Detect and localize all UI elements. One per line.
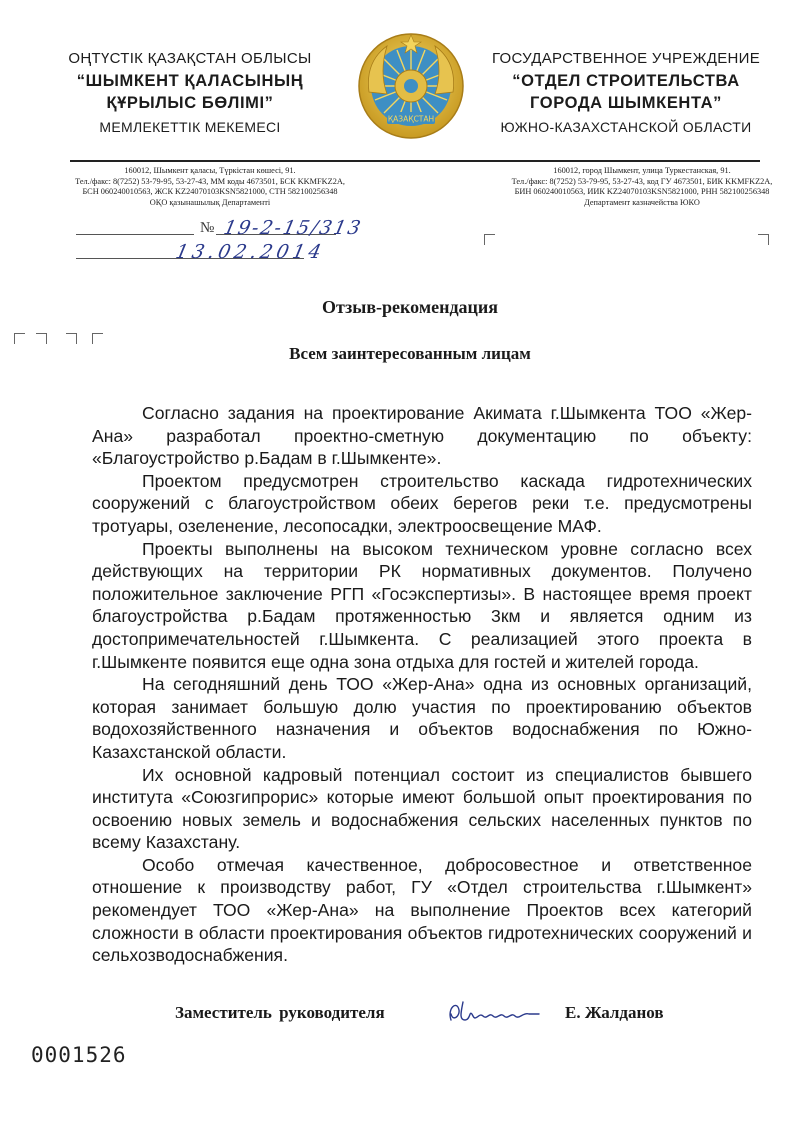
body-paragraph: Их основной кадровый потенциал состоит из специалистов бывшего института «Союзгипрорис» которые имеют большой опыт проектирования по освоению новых земель и водоснабжения сельских населенных пунктов по всему Казахстану.	[92, 764, 752, 853]
address-left-line: БСН 060240010563, ЖСК KZ24070103KSN5821000, СТН 582100256348	[82, 187, 338, 196]
registration-line-blank	[76, 234, 194, 235]
header-right-org-line1: “ОТДЕЛ СТРОИТЕЛЬСТВА	[512, 72, 740, 90]
address-left-line: 160012, Шымкент қаласы, Түркістан көшесі, 91.	[124, 166, 296, 175]
header-left-org-line2: ҚҰРЫЛЫС БӨЛІМІ”	[106, 94, 274, 112]
header-right-org-line2: ГОРОДА ШЫМКЕНТА”	[530, 94, 722, 112]
address-right-line: Департамент казначейства ЮКО	[584, 197, 700, 207]
emblem-label: ҚАЗАҚСТАН	[387, 114, 435, 124]
address-left	[60, 166, 360, 208]
document-body	[92, 402, 752, 967]
registration-number: 19-2-15/313	[221, 217, 365, 239]
address-corner-mark	[92, 333, 103, 344]
signatory-name: Е. Жалданов	[565, 1003, 664, 1022]
header-right-type: ГОСУДАРСТВЕННОЕ УЧРЕЖДЕНИЕ	[491, 50, 761, 67]
body-paragraph: Проекты выполнены на высоком техническом уровне согласно всех действующих на территории РК нормативных документов. Получено положительное заключение РГП «Госэкспертизы». В настоящее время проект благоустройства р.Бадам протяженностью 3км и является одним из достопримечательностей г.Шымкента. С реализацией этого проекта в г.Шымкенте появится еще одна зона отдыха для гостей и жителей города.	[92, 538, 752, 672]
header-left-type: МЕМЛЕКЕТТІК МЕКЕМЕСІ	[99, 119, 281, 135]
header-right-block	[476, 48, 776, 138]
address-right	[492, 166, 792, 208]
body-paragraph: Согласно задания на проектирование Акимата г.Шымкента ТОО «Жер-Ана» разработал проектно-сметную документацию по объекту: «Благоустройство р.Бадам в г.Шымкенте».	[92, 403, 752, 469]
document-subtitle: Всем заинтересованным лицам	[289, 344, 531, 363]
registration-date: 13.02.2014	[173, 241, 328, 263]
header-left-block	[40, 48, 340, 138]
address-left-line: Тел./факс: 8(7252) 53-79-95, 53-27-43, ММ коды 4673501, БСК KKMFKZ2A,	[75, 176, 345, 186]
address-right-line: 160012, город Шымкент, улица Туркестанская, 91.	[553, 166, 731, 175]
kazakhstan-emblem-icon	[357, 32, 465, 140]
address-right-line: БИН 060240010563, ИИК KZ24070103KSN5821000, РНН 582100256348	[514, 187, 770, 196]
address-corner-mark	[66, 333, 77, 344]
address-corner-mark	[758, 234, 769, 245]
handwritten-signature	[443, 994, 543, 1028]
body-paragraph: Проектом предусмотрен строительство каскада гидротехнических сооружений с благоустройством обеих берегов реки т.е. предусмотрены тротуары, озеленение, лесопосадки, электроосвещение МАФ.	[92, 470, 752, 536]
address-corner-mark	[484, 234, 495, 245]
body-paragraph: Особо отмечая качественное, добросовестное и ответственное отношение к производству работ, ГУ «Отдел строительства г.Шымкент» рекомендует ТОО «Жер-Ана» на выполнение Проектов всех категорий сложности в области проектирования объектов гидротехнических сооружений и сельхозводоснабжения.	[92, 854, 752, 966]
serial-number: 0001526	[31, 1043, 127, 1067]
body-paragraph: На сегодняшний день ТОО «Жер-Ана» одна из основных организаций, которая занимает большую долю участия по проектированию объектов водохозяйственного назначения и объектов водоснабжения по Южно-Казахстанской области.	[92, 674, 752, 762]
address-corner-mark	[36, 333, 47, 344]
signatory-role: Заместитель руководителя	[175, 1003, 385, 1022]
registration-number-sign: №	[200, 220, 215, 236]
header-right-region: ЮЖНО-КАЗАХСТАНСКОЙ ОБЛАСТИ	[500, 119, 752, 135]
header-divider	[70, 160, 760, 162]
address-corner-mark	[14, 333, 25, 344]
document-title: Отзыв-рекомендация	[321, 297, 499, 317]
header-left-region: ОҢТҮСТІК ҚАЗАҚСТАН ОБЛЫСЫ	[68, 50, 312, 67]
header-left-org-line1: “ШЫМКЕНТ ҚАЛАСЫНЫҢ	[76, 72, 304, 90]
address-right-line: Тел./факс: 8(7252) 53-79-95, 53-27-43, код ГУ 4673501, БИК KKMFKZ2A,	[511, 176, 773, 186]
address-left-line: ОҚО қазынашылық Департаменті	[149, 197, 271, 207]
